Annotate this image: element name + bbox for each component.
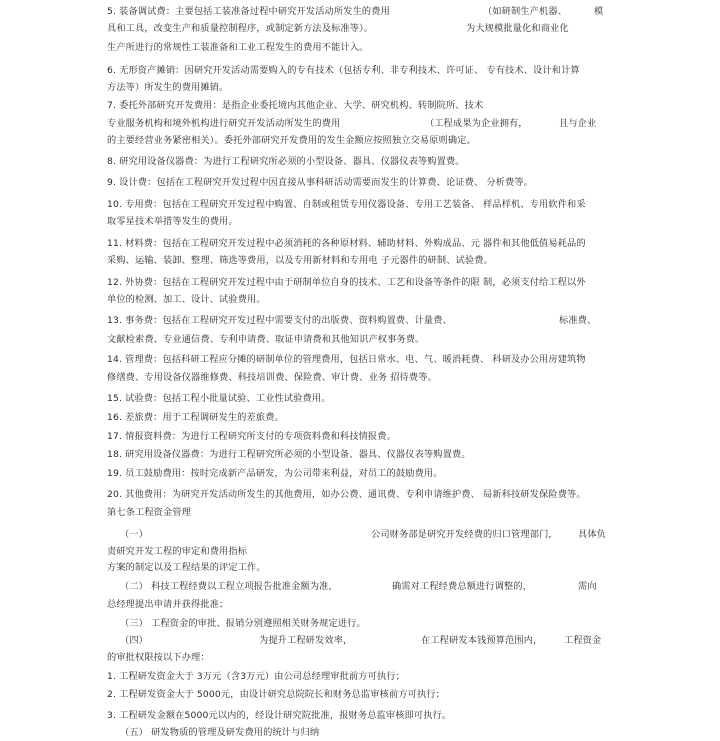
clause-1-line-2: 责研究开发工程的审定和费用指标	[107, 546, 248, 557]
item-14-line-1: 14. 管理费：包括科研工程应分摊的研制单位的管理费用，包括日常水、电、气、暖消耗费、 科研及办公用房建筑物	[107, 354, 586, 365]
item-7-line-2-c: 且与企业	[559, 118, 597, 129]
item-10-line-2: 取零星技术举措等发生的费用。	[107, 216, 238, 227]
item-5-line-1-b: （如研制生产机器、	[483, 6, 568, 17]
item-19: 19. 员工鼓励费用：按时完成新产品研发，为公司带来利益，对员工的鼓励费用。	[107, 468, 443, 479]
item-12-line-1: 12. 外协费：包括在工程研究开发过程中由于研制单位自身的技术、工艺和设备等条件的限 制，必须支付给工程以外	[107, 277, 586, 288]
item-7-line-1: 7. 委托外部研究开发费用：是指企业委托境内其他企业、大学、研究机构、转制院所、技术	[107, 100, 484, 111]
clause-1-text-a: 公司财务部是研究开发经费的归口管理部门，	[371, 529, 558, 540]
item-7-line-2: 专业服务机构和境外机构进行研究开发活动所发生的费用	[107, 118, 341, 129]
item-6-line-1: 6. 无形资产摊销：因研究开发活动需要购入的专有技术（包括专利、非专利技术、许可证、 专有技术、设计和计算	[107, 65, 580, 76]
item-11-line-1: 11. 材料费：包括在工程研究开发过程中必须消耗的各种原材料、辅助材料、外购成品、元 器件和其他低值易耗品的	[107, 238, 586, 249]
clause-1-label: （一）	[120, 529, 149, 540]
item-20: 20. 其他费用：为研究开发活动所发生的其他费用，如办公费、通讯费、专利申请维护费、 局新科技研发保险费等。	[107, 489, 586, 500]
clause-4-label: （四）	[120, 635, 149, 646]
item-14-line-2: 修缮费、专用设备仪器维修费、科技培训费、保险费、审计费、业务 招待费等。	[107, 372, 437, 383]
clause-3: （三） 工程资金的审批、报销分别遵照相关财务规定进行。	[120, 618, 366, 629]
approval-rule-3: 3. 工程研发金额在5000元以内的，经设计研究院批准，报财务总监审核即可执行。	[107, 710, 452, 721]
clause-1-line-3: 方案的制定以及工程结果的评定工作。	[107, 562, 266, 573]
clause-4-text-c: 工程资金	[564, 635, 602, 646]
item-6-line-2: 方法等）所发生的费用摊销。	[107, 82, 229, 93]
item-5-line-1: 5. 装备调试费：主要包括工装准备过程中研究开发活动所发生的费用	[107, 6, 390, 17]
item-12-line-2: 单位的检测、加工、设计、试验费用。	[107, 294, 266, 305]
clause-1-text-b: 具体负	[578, 529, 607, 540]
clause-5: （五） 研发物质的管理及研发费用的统计与归纳	[120, 727, 320, 738]
item-13-line-1-b: 标准费、	[559, 315, 597, 326]
clause-4-line-2: 的审批权限按以下办理：	[107, 652, 210, 663]
item-13-line-1: 13. 事务费：包括在工程研究开发过程中需要支付的出版费、资料购置费、计量费、	[107, 315, 452, 326]
item-5-line-2-b: 为大规模批量化和商业化	[466, 23, 569, 34]
clause-2-line-1-b: 确需对工程经费总额进行调整的，	[392, 581, 533, 592]
clause-4-text-b: 在工程研发本钱预算范围内，	[421, 635, 543, 646]
approval-rule-1: 1. 工程研发资金大于 3万元（含3万元）由公司总经理审批前方可执行；	[107, 671, 405, 682]
item-8: 8. 研究用设备仪器费：为进行工程研究所必须的小型设备、器具、仪器仪表等购置费。	[107, 156, 465, 167]
item-18: 18. 研究用设备仪器费：为进行工程研究所必须的小型设备、器具、仪器仪表等购置费。	[107, 449, 471, 460]
item-17: 17. 情报资料费：为进行工程研究所支付的专项资料费和科技情报费。	[107, 431, 396, 442]
clause-2-line-1: （二） 科技工程经费以工程立项报告批准金额为准，	[120, 581, 338, 592]
clause-2-line-2: 总经理提出申请并获得批准；	[107, 599, 229, 610]
item-5-line-3: 生产所进行的常规性工装准备和工业工程发生的费用不能计入。	[107, 42, 369, 53]
item-5-line-2: 具和工具，改变生产和质量控制程序，或制定新方法及标准等）。	[107, 23, 374, 34]
approval-rule-2: 2. 工程研发资金大于 5000元，由设计研究总院院长和财务总监审核前方可执行；	[107, 689, 445, 700]
clause-4-text-a: 为提升工程研发效率，	[259, 635, 353, 646]
item-13-line-2: 文献检索费、专业通信费、专利申请费、取证申请费和其他知识产权事务费。	[107, 334, 425, 345]
clause-2-line-1-c: 需向	[578, 581, 597, 592]
item-7-line-3: 的主要经营业务紧密相关）。委托外部研究开发费用的发生金额应按照独立交易原则确定。	[107, 135, 476, 146]
item-9: 9. 设计费：包括在工程研究开发过程中因直接从事科研活动需要而发生的计算费、论证费、 分析费等。	[107, 177, 534, 188]
item-5-line-1-c: 模	[594, 6, 604, 17]
article-7-heading: 第七条工程资金管理	[107, 507, 192, 518]
item-10-line-1: 10. 专用费：包括在工程研究开发过程中购置、自制或租赁专用仪器设备、专用工艺装备、 样品样机、专用软件和采	[107, 199, 586, 210]
item-16: 16. 差旅费：用于工程调研发生的差旅费。	[107, 412, 284, 423]
item-7-line-2-b: （工程成果为企业拥有，	[425, 118, 528, 129]
item-11-line-2: 采购、运输、装卸、整理、筛选等费用，以及专用新材料和专用电 子元器件的研制、试验费。	[107, 255, 493, 266]
item-15: 15. 试验费：包括工程小批量试验、工业性试验费用。	[107, 393, 331, 404]
